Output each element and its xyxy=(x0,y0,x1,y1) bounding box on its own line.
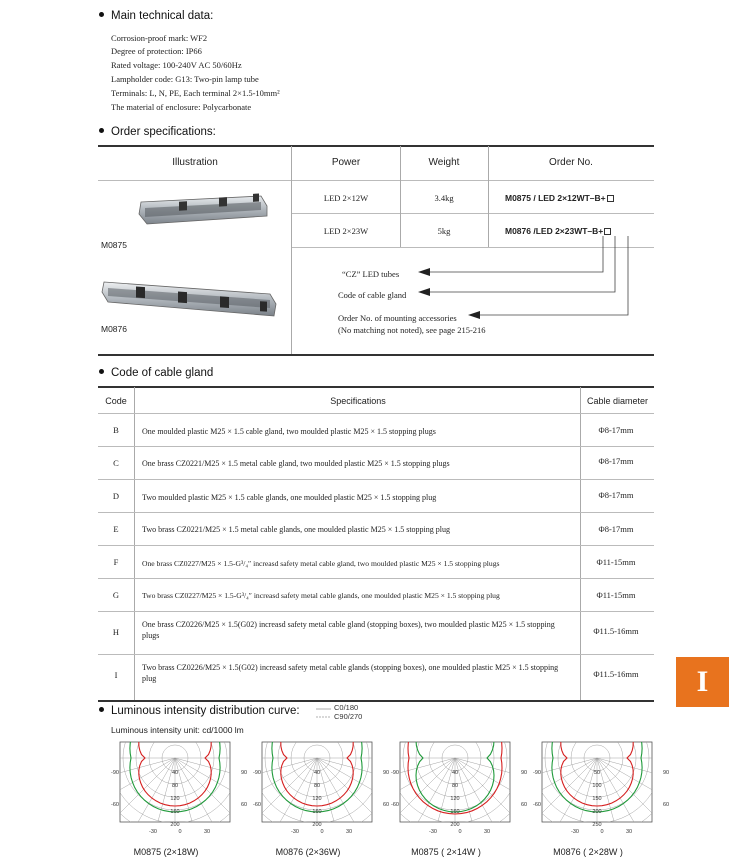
luminous-heading: Luminous intensity distribution curve: xyxy=(99,705,300,717)
diameter-cell: Φ8-17mm xyxy=(598,524,634,534)
ring-label: 80 xyxy=(451,783,459,789)
order-no-cell: M0875 / LED 2×12WT–B+ xyxy=(505,193,614,203)
code-cell: C xyxy=(113,458,119,468)
diameter-cell: Φ8-17mm xyxy=(598,456,634,466)
angle-label: 60 xyxy=(241,802,248,808)
ring-label: 160 xyxy=(170,809,180,815)
ring-label: 120 xyxy=(312,796,322,802)
angle-label: 90 xyxy=(521,770,528,776)
weight-cell: 3.4kg xyxy=(434,193,454,203)
annotation-accessories: Order No. of mounting accessories xyxy=(338,313,457,323)
ring-label: 200 xyxy=(592,809,602,815)
angle-label: 60 xyxy=(521,802,528,808)
angle-label: -60 xyxy=(253,802,261,808)
power-cell: LED 2×23W xyxy=(323,226,369,236)
angle-label: -60 xyxy=(391,802,399,808)
model-label: M0876 xyxy=(101,324,127,334)
luminaire-m0876-image xyxy=(100,272,280,322)
ring-label: 40 xyxy=(171,770,179,776)
tech-line: Rated voltage: 100-240V AC 50/60Hz xyxy=(111,60,242,70)
header-power: Power xyxy=(331,157,361,168)
spec-cell: One moulded plastic M25 × 1.5 cable gland, two moulded plastic M25 × 1.5 stopping plugs xyxy=(142,427,436,436)
ring-label: 250 xyxy=(592,822,602,828)
code-cell: B xyxy=(113,425,119,435)
angle-label: 60 xyxy=(383,802,390,808)
ring-label: 50 xyxy=(593,770,601,776)
annotation-cable-gland: Code of cable gland xyxy=(338,290,407,300)
header-specifications: Specifications xyxy=(330,396,386,406)
angle-label: 0 xyxy=(458,829,462,835)
tech-line: Lampholder code: G13: Two-pin lamp tube xyxy=(111,74,259,84)
angle-label: -30 xyxy=(291,829,299,835)
ring-label: 200 xyxy=(170,822,180,828)
diameter-cell: Φ11.5-16mm xyxy=(593,669,639,679)
diameter-cell: Φ8-17mm xyxy=(598,490,634,500)
angle-label: 30 xyxy=(625,829,633,835)
technical-heading: Main technical data: xyxy=(99,10,213,22)
diameter-cell: Φ8-17mm xyxy=(598,425,634,435)
header-illustration: Illustration xyxy=(172,157,218,168)
cable-gland-heading: Code of cable gland xyxy=(99,367,213,379)
ring-label: 80 xyxy=(171,783,179,789)
angle-label: -30 xyxy=(571,829,579,835)
polar-caption: M0875 (2×18W) xyxy=(133,847,199,857)
diameter-cell: Φ11-15mm xyxy=(596,557,636,567)
ring-label: 160 xyxy=(312,809,322,815)
ring-label: 120 xyxy=(170,796,180,802)
ring-label: 200 xyxy=(312,822,322,828)
power-cell: LED 2×12W xyxy=(323,193,369,203)
ring-label: 100 xyxy=(592,783,602,789)
header-weight: Weight xyxy=(428,157,460,168)
spec-cell: Two brass CZ0221/M25 × 1.5 metal cable glands, one moulded plastic M25 × 1.5 stopping plug xyxy=(142,525,450,534)
angle-label: 60 xyxy=(663,802,670,808)
code-cell: F xyxy=(113,557,119,567)
angle-label: 30 xyxy=(345,829,353,835)
angle-label: 30 xyxy=(483,829,491,835)
checkbox-icon xyxy=(604,228,611,235)
code-cell: E xyxy=(113,524,119,534)
ring-label: 200 xyxy=(450,822,460,828)
spec-cell: One brass CZ0227/M25 × 1.5-G³/₄″ increasd safety metal cable gland, two moulded plastic M25 × 1.5 stopping plugs xyxy=(142,559,500,568)
code-cell: G xyxy=(112,590,120,600)
legend-line-icons xyxy=(316,706,332,720)
spec-cell: One brass CZ0221/M25 × 1.5 metal cable gland, two moulded plastic M25 × 1.5 stopping plugs xyxy=(142,459,450,468)
angle-label: -60 xyxy=(533,802,541,808)
polar-caption: M0876 (2×36W) xyxy=(275,847,341,857)
angle-label: -60 xyxy=(111,802,119,808)
order-no-cell: M0876 /LED 2×23WT–B+ xyxy=(505,226,611,236)
angle-label: -90 xyxy=(391,770,399,776)
annotation-accessories-note: (No matching not noted), see page 215-216 xyxy=(338,325,486,335)
angle-label: 90 xyxy=(241,770,248,776)
tech-line: The material of enclosure: Polycarbonate xyxy=(111,102,252,112)
ring-label: 120 xyxy=(450,796,460,802)
ring-label: 40 xyxy=(451,770,459,776)
section-tab: I xyxy=(676,657,729,707)
polar-caption: M0875 ( 2×14W ) xyxy=(411,847,481,857)
tech-line: Corrosion-proof mark: WF2 xyxy=(111,33,208,43)
checkbox-icon xyxy=(607,195,614,202)
angle-label: 90 xyxy=(383,770,390,776)
legend-c90: C90/270 xyxy=(334,711,363,721)
legend-c0: C0/180 xyxy=(334,703,359,712)
header-cable-diameter: Cable diameter xyxy=(586,396,649,406)
angle-label: -30 xyxy=(429,829,437,835)
spec-cell: Two brass CZ0227/M25 × 1.5-G³/₄″ increasd safety metal cable glands, one moulded plastic M25 × 1.5 stopping plug xyxy=(142,591,500,600)
angle-label: 0 xyxy=(178,829,182,835)
angle-label: -30 xyxy=(149,829,157,835)
diameter-cell: Φ11-15mm xyxy=(596,590,636,600)
header-code: Code xyxy=(105,396,127,406)
ring-label: 80 xyxy=(313,783,321,789)
ring-label: 160 xyxy=(450,809,460,815)
luminaire-m0875-image xyxy=(135,192,270,228)
tech-line: Terminals: L, N, PE, Each terminal 2×1.5-10mm² xyxy=(111,88,280,98)
weight-cell: 5kg xyxy=(437,226,451,236)
spec-cell: Two moulded plastic M25 × 1.5 cable glands, one moulded plastic M25 × 1.5 stopping plug xyxy=(142,493,437,502)
order-heading: Order specifications: xyxy=(99,126,216,138)
angle-label: 0 xyxy=(320,829,324,835)
polar-caption: M0876 ( 2×28W ) xyxy=(553,847,623,857)
intensity-unit: Luminous intensity unit: cd/1000 lm xyxy=(111,725,244,735)
spec-cell: One brass CZ0226/M25 × 1.5(G02) increasd safety metal cable gland (stopping boxes), two moulded plastic M25 × 1.5 stopping plugs xyxy=(142,620,555,640)
angle-label: 90 xyxy=(663,770,670,776)
ring-label: 40 xyxy=(313,770,321,776)
diameter-cell: Φ11.5-16mm xyxy=(593,626,639,636)
angle-label: -90 xyxy=(533,770,541,776)
model-label: M0875 xyxy=(101,240,127,250)
angle-label: -90 xyxy=(253,770,261,776)
code-cell: I xyxy=(114,670,118,680)
angle-label: 0 xyxy=(600,829,604,835)
ring-label: 150 xyxy=(592,796,602,802)
polar-diagrams xyxy=(90,738,670,842)
annotation-cz-tubes: “CZ” LED tubes xyxy=(342,269,400,279)
legend xyxy=(334,704,362,721)
angle-label: 30 xyxy=(203,829,211,835)
tech-line: Degree of protection: IP66 xyxy=(111,46,202,56)
angle-label: -90 xyxy=(111,770,119,776)
code-cell: D xyxy=(112,491,120,501)
header-order-no: Order No. xyxy=(549,157,593,168)
code-cell: H xyxy=(112,627,120,637)
spec-cell: Two brass CZ0226/M25 × 1.5(G02) increasd safety metal cable glands (stopping boxes), one moulded plastic M25 × 1.5 stopping plug xyxy=(142,663,559,683)
